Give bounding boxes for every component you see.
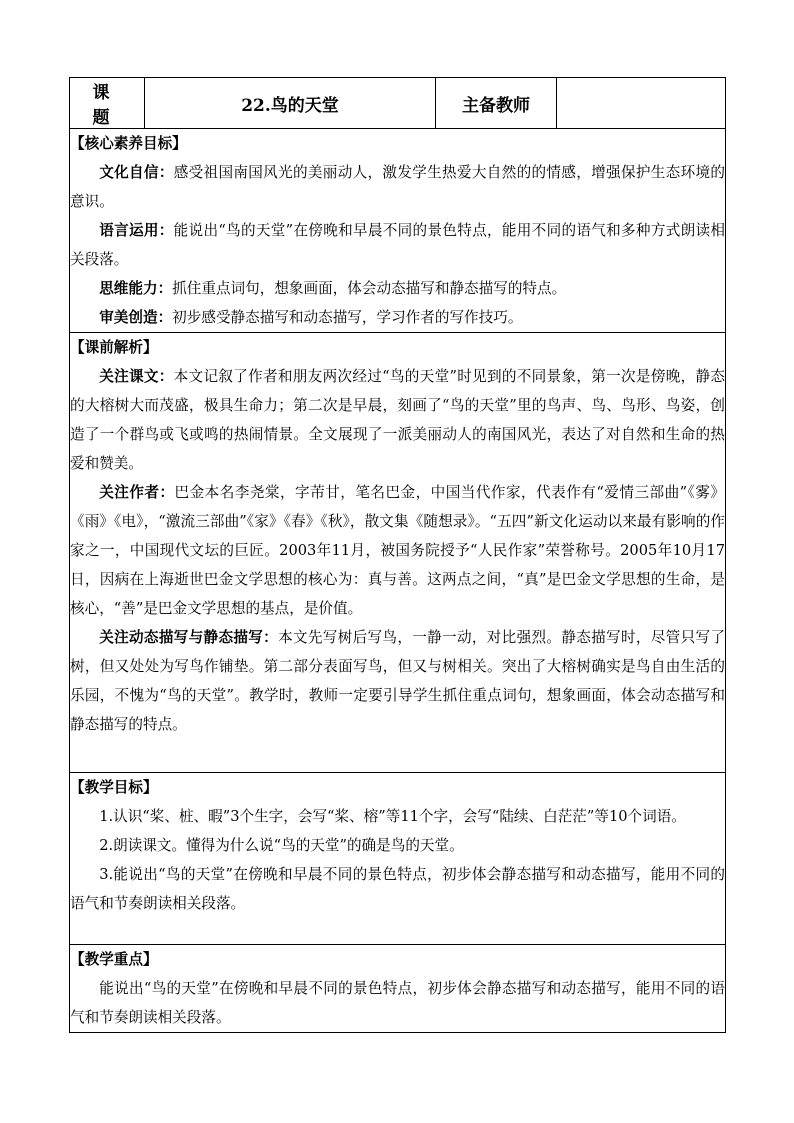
header-row (70, 78, 726, 129)
teacher-value (557, 78, 726, 129)
goals-section-row (70, 773, 726, 945)
goal-item: 3.能说出“鸟的天堂”在傍晚和早晨不同的景色特点，初步体会静态描写和动态描写，能用不同的语气和节奏朗读相关段落。 (70, 866, 725, 912)
core-item (70, 274, 725, 303)
item-text: 本文先写树后写鸟，一静一动，对比强烈。静态描写时，尽管只写了树，但又处处为写鸟作铺垫。第二部分表面写鸟，但又与树相关。突出了大榕树确实是鸟自由生活的乐园，不愧为“鸟的天堂”。教学时，教师一定要引导学生抓住重点词句，想象画面，体会动态描写和静态描写的特点。 (70, 629, 725, 733)
item-text: 本文记叙了作者和朋友两次经过“鸟的天堂”时见到的不同景象，第一次是傍晚，静态的大榕树大而茂盛，极具生命力；第二次是早晨，刻画了“鸟的天堂”里的鸟声、鸟、鸟形、鸟姿，创造了一个群鸟或飞或鸣的热闹情景。全文展现了一派美丽动人的南国风光，表达了对自然和生命的热爱和赞美。 (70, 368, 725, 472)
section-title: 【教学目标】 (70, 779, 158, 796)
section-title: 【核心素养目标】 (70, 135, 187, 152)
core-section (70, 129, 726, 333)
core-item (70, 303, 725, 332)
item-key: 关注动态描写与静态描写： (99, 629, 279, 646)
goal-item: 1.认识“桨、桩、暇”3个生字，会写“桨、榕”等11个字，会写“陆续、白茫茫”等10个词语。 (99, 808, 686, 825)
item-key: 关注课文： (99, 368, 174, 385)
focus-item: 能说出“鸟的天堂”在傍晚和早晨不同的景色特点，初步体会静态描写和动态描写，能用不同的语气和节奏朗读相关段落。 (70, 980, 725, 1026)
item-text: 抓住重点词句，想象画面，体会动态描写和静态描写的特点。 (172, 280, 567, 297)
item-text: 巴金本名李尧棠，字芾甘，笔名巴金，中国当代作家，代表作有“爱情三部曲”《雾》《雨》《电》，“激流三部曲”《家》《春》《秋》，散文集《随想录》。“五四”新文化运动以来最有影响的作家之一，中国现代文坛的巨匠。2003年11月，被国务院授予“人民作家”荣誉称号。2005年10月17日，因病在上海逝世巴金文学思想的核心为：真与善。这两点之间，“真”是巴金文学思想的生命，是核心，“善”是巴金文学思想的基点，是价值。 (70, 484, 725, 617)
item-key: 语言运用： (99, 222, 174, 239)
section-title: 【课前解析】 (70, 339, 158, 356)
teacher-label: 主备教师 (436, 78, 557, 129)
core-item (70, 158, 725, 216)
focus-section (70, 945, 726, 1033)
lesson-plan-table (69, 77, 726, 1033)
item-text: 能说出“鸟的天堂”在傍晚和早晨不同的景色特点，能用不同的语气和多种方式朗读相关段落。 (70, 222, 725, 268)
analysis-item (70, 623, 725, 739)
core-item (70, 216, 725, 274)
lesson-title: 22.鸟的天堂 (145, 78, 436, 129)
item-key: 审美创造： (99, 309, 173, 326)
analysis-item (70, 362, 725, 478)
core-section-row (70, 129, 726, 333)
analysis-section (70, 333, 726, 773)
item-key: 思维能力： (99, 280, 173, 297)
goal-item: 2.朗读课文。懂得为什么说“鸟的天堂”的确是鸟的天堂。 (99, 837, 464, 854)
item-key: 文化自信： (99, 164, 174, 181)
item-text: 初步感受静态描写和动态描写，学习作者的写作技巧。 (172, 309, 523, 326)
topic-label: 课 题 (70, 78, 145, 129)
item-key: 关注作者： (99, 484, 175, 501)
analysis-item (70, 478, 725, 623)
goals-section (70, 773, 726, 945)
analysis-section-row (70, 333, 726, 773)
focus-section-row (70, 945, 726, 1033)
item-text: 感受祖国南国风光的美丽动人，激发学生热爱大自然的的情感，增强保护生态环境的意识。 (70, 164, 725, 210)
section-title: 【教学重点】 (70, 951, 158, 968)
